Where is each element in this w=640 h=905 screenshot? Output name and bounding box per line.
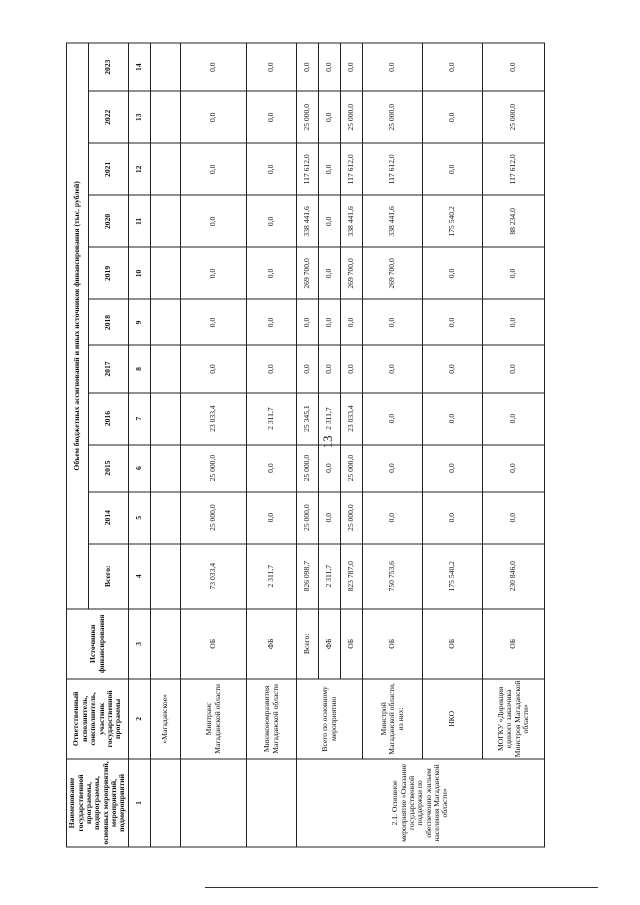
cell-event-title: 2.1. Основное мероприятие «Оказание государственной поддержки по обеспечению жильем населения Магаданской области» [297,759,545,847]
header-total: Всего: [89,544,129,609]
table-row [181,43,247,847]
header-col3: Источники финансирования [67,609,129,679]
cell-value: 25 000,0 [341,492,363,544]
cell-value: 269 700,0 [297,247,319,299]
cell-value: 0,0 [423,346,483,393]
cell-value: 0,0 [483,445,545,492]
cell-value: 25 000,0 [341,91,363,143]
cell-value [151,143,181,195]
cell-total: 750 753,6 [363,544,423,609]
table-row [363,43,423,847]
cell-value: 88 234,0 [483,195,545,247]
header-year: 2019 [89,247,129,299]
header-year: 2015 [89,445,129,492]
cell-c3: ОБ [341,609,363,679]
cell-value: 117 612,0 [483,143,545,195]
cell-value: 25 000,0 [181,445,247,492]
cell-c2: МОГКУ «Дирекция единого заказчика Минстроя Магаданской области» [483,679,545,759]
cell-value: 0,0 [247,91,297,143]
header-year: 2016 [89,393,129,445]
table-row [151,43,181,847]
page-number: 13 [320,435,335,449]
cell-value: 25 000,0 [297,445,319,492]
cell-value: 2 311,7 [247,393,297,445]
cell-value: 0,0 [423,299,483,345]
cell-value: 0,0 [423,393,483,445]
col-number: 11 [129,195,151,247]
cell-total: 826 098,7 [297,544,319,609]
cell-value: 0,0 [363,299,423,345]
table-row [423,43,483,847]
cell-value: 23 033,4 [341,393,363,445]
cell-value: 0,0 [341,346,363,393]
cell-value: 117 612,0 [341,143,363,195]
cell-value: 338 441,6 [297,195,319,247]
cell-value: 269 700,0 [341,247,363,299]
cell-value: 0,0 [181,346,247,393]
cell-value: 0,0 [319,445,341,492]
col-number: 7 [129,393,151,445]
col-number: 13 [129,91,151,143]
header-year: 2017 [89,346,129,393]
cell-value: 0,0 [247,143,297,195]
cell-value: 0,0 [341,43,363,91]
header-volume: Объем бюджетных ассигнований и иных источников финансирования (тыс. рублей) [67,43,89,609]
cell-value: 0,0 [319,43,341,91]
cell-value: 0,0 [341,299,363,345]
cell-value: 0,0 [319,143,341,195]
cell-value: 0,0 [363,346,423,393]
cell-value: 0,0 [181,143,247,195]
col-number: 3 [129,609,151,679]
cell-value: 23 033,4 [181,393,247,445]
cell-value: 0,0 [319,195,341,247]
cell-c2: «Магаданское» [151,679,181,759]
cell-value [151,492,181,544]
cell-value: 175 540,2 [423,195,483,247]
header-year: 2023 [89,43,129,91]
cell-value: 0,0 [319,91,341,143]
cell-value [151,393,181,445]
col-number: 10 [129,247,151,299]
bottom-rule [205,887,598,888]
cell-value: 25 000,0 [341,445,363,492]
header-year: 2018 [89,299,129,345]
cell-value: 0,0 [423,91,483,143]
header-col1: Наименование государственной программы, подпрограммы, основных мероприятий, мероприятий, подмероприятий [67,759,129,847]
cell-c3: ОБ [423,609,483,679]
cell-c3: ФБ [247,609,297,679]
cell-value: 0,0 [363,43,423,91]
header-year: 2014 [89,492,129,544]
cell-value: 0,0 [247,43,297,91]
cell-total: 2 311,7 [247,544,297,609]
cell-value: 0,0 [247,346,297,393]
cell-c2: Минстрой Магаданской области, из них: [363,679,423,759]
cell-value: 0,0 [181,91,247,143]
cell-value: 117 612,0 [363,143,423,195]
cell-value: 0,0 [363,492,423,544]
cell-value [151,247,181,299]
cell-value: 25 000,0 [297,492,319,544]
cell-value: 117 612,0 [297,143,319,195]
cell-value: 0,0 [363,393,423,445]
cell-value: 0,0 [423,143,483,195]
cell-value: 0,0 [181,43,247,91]
cell-value: 269 700,0 [363,247,423,299]
cell-value: 25 345,1 [297,393,319,445]
cell-c1 [181,759,247,847]
cell-value: 0,0 [247,195,297,247]
cell-value: 0,0 [483,43,545,91]
header-col2: Ответственный исполнитель, соисполнитель, участник государственной программы [67,679,129,759]
cell-value [151,445,181,492]
cell-c1 [247,759,297,847]
cell-total: 73 033,4 [181,544,247,609]
cell-value: 0,0 [483,299,545,345]
header-year: 2022 [89,91,129,143]
cell-c3: ОБ [181,609,247,679]
cell-c3: Всего: [297,609,319,679]
cell-value: 0,0 [181,195,247,247]
cell-value: 338 441,6 [341,195,363,247]
table-row [297,43,319,847]
cell-value: 0,0 [247,299,297,345]
cell-c2: Минтранс Магаданской области [181,679,247,759]
cell-c3: ОБ [363,609,423,679]
cell-value: 0,0 [247,247,297,299]
cell-value: 0,0 [319,247,341,299]
cell-value: 0,0 [423,43,483,91]
cell-value: 0,0 [423,445,483,492]
col-number: 8 [129,346,151,393]
cell-value: 0,0 [297,346,319,393]
col-number: 14 [129,43,151,91]
cell-value: 25 000,0 [363,91,423,143]
cell-total-by-event: Всего по основному мероприятию [297,679,363,759]
table-row [247,43,297,847]
cell-total [151,544,181,609]
cell-value: 0,0 [423,492,483,544]
cell-value: 338 441,6 [363,195,423,247]
cell-c3: ФБ [319,609,341,679]
cell-value: 0,0 [483,492,545,544]
cell-value: 0,0 [319,346,341,393]
col-number: 12 [129,143,151,195]
cell-total: 823 787,0 [341,544,363,609]
cell-value: 0,0 [181,247,247,299]
cell-value [151,195,181,247]
col-number: 1 [129,759,151,847]
col-number: 4 [129,544,151,609]
cell-value: 0,0 [247,492,297,544]
cell-value [151,346,181,393]
cell-c2: НКО [423,679,483,759]
header-year: 2021 [89,143,129,195]
cell-value [151,299,181,345]
cell-value: 0,0 [297,299,319,345]
cell-value: 0,0 [483,393,545,445]
cell-value: 0,0 [423,247,483,299]
header-year: 2020 [89,195,129,247]
cell-c1 [151,759,181,847]
cell-c3: ОБ [483,609,545,679]
cell-value: 25 000,0 [483,91,545,143]
cell-c2: Минэкономразвития Магаданской области [247,679,297,759]
cell-c3 [151,609,181,679]
cell-value: 0,0 [319,299,341,345]
cell-value: 0,0 [247,445,297,492]
cell-value: 0,0 [319,492,341,544]
col-number: 5 [129,492,151,544]
cell-value: 0,0 [483,346,545,393]
cell-value: 0,0 [363,445,423,492]
cell-value: 0,0 [181,299,247,345]
cell-total: 2 311,7 [319,544,341,609]
cell-total: 230 846,0 [483,544,545,609]
cell-value: 0,0 [483,247,545,299]
cell-total: 175 540,2 [423,544,483,609]
col-number: 6 [129,445,151,492]
cell-value: 0,0 [297,43,319,91]
cell-value: 25 000,0 [181,492,247,544]
finance-table-rotated [66,43,574,848]
finance-table [66,43,545,848]
cell-value [151,91,181,143]
col-number: 9 [129,299,151,345]
table-row [483,43,545,847]
cell-value: 25 000,0 [297,91,319,143]
cell-value: 2 311,7 [319,393,341,445]
cell-value [151,43,181,91]
col-number: 2 [129,679,151,759]
